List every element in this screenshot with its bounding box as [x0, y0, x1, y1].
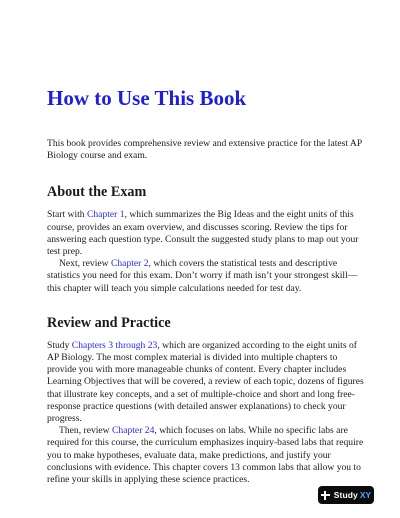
- about-exam-paragraph-2: [47, 258, 365, 295]
- about-exam-heading: About the Exam: [47, 184, 147, 201]
- chapter-2-link[interactable]: Chapter 2: [110, 258, 149, 270]
- chapter-1-link[interactable]: Chapter 1: [86, 209, 125, 221]
- intro-paragraph: This book provides comprehensive review and extensive practice for the latest AP Biology course and exam.: [47, 138, 362, 162]
- brand-name: Study: [333, 490, 358, 500]
- plus-icon: [321, 491, 330, 500]
- about-exam-paragraph-1: [47, 209, 365, 258]
- text: , which covers the statistical tests and descriptive statistics you need for this exam. Don’t worry if math isn’t your strongest skill—this chapter will teach you simple calculations needed for test day.: [47, 258, 358, 294]
- chapter-24-link[interactable]: Chapter 24: [112, 425, 155, 437]
- review-practice-paragraph-2: [47, 425, 365, 486]
- chapters-3-23-link[interactable]: Chapters 3 through 23: [71, 339, 158, 351]
- review-practice-heading: Review and Practice: [47, 314, 171, 331]
- text: , which are organized according to the eight units of AP Biology. The most complex material is divided into multiple chapters to provide you with more manageable chunks of content. Every chapter includes Learning Objectives that will be covered, a review of each topic, dozens of figures that illustrate key concepts, and a set of multiple-choice and short and long free-response practice questions (with detailed answer explanations) to check your progress.: [47, 339, 364, 425]
- text: Start with: [47, 209, 87, 221]
- brand-accent: XY: [359, 490, 372, 500]
- text: Next, review: [59, 258, 111, 270]
- review-practice-paragraph-1: [47, 340, 365, 425]
- brand-logo: [318, 486, 374, 504]
- text: Study: [47, 339, 72, 351]
- page-title: How to Use This Book: [47, 86, 247, 110]
- text: Then, review: [59, 425, 113, 437]
- text: , which focuses on labs. While no specific labs are required for this course, the curriculum emphasizes inquiry-based labs that require you to make hypotheses, evaluate data, make predictions, and justify your conclusions with evidence. This chapter covers 13 common labs that allow you to refine your skills in applying these science practices.: [47, 425, 364, 486]
- page-content: [47, 86, 365, 486]
- text: , which summarizes the Big Ideas and the eight units of this course, provides an exam overview, and discusses scoring. Review the tips for answering each question type. Consult the suggested study plans to map out your test prep.: [47, 209, 359, 258]
